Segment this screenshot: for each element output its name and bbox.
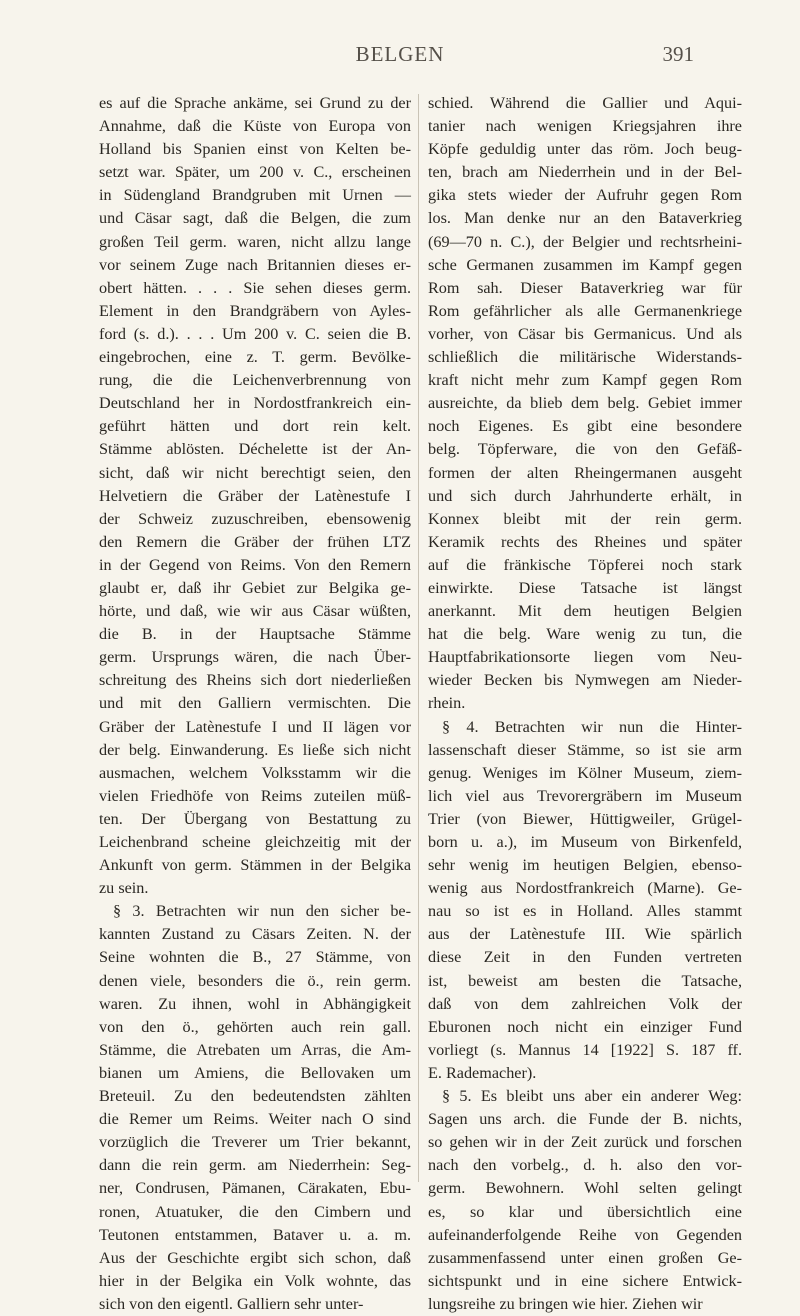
text-line: Breteuil. Zu den bedeutendsten zählten [99, 1087, 411, 1106]
text-line: so gehen wir in der Zeit zurück und forschen [428, 1133, 742, 1152]
text-line: großen Teil germ. waren, nicht allzu lange [99, 232, 411, 251]
text-line: von den ö., gehörten auch rein gall. [99, 1017, 411, 1036]
left-column [99, 92, 411, 1316]
text-line: zu sein. [99, 879, 149, 898]
text-line: vielen Friedhöfe von Reims zuteilen müß- [99, 786, 411, 805]
text-line: setzt war. Später, um 200 v. C., erscheinen [99, 163, 411, 182]
text-line: lassenschaft dieser Stämme, so ist sie arm [428, 740, 742, 759]
text-line: es auf die Sprache ankäme, sei Grund zu der [99, 94, 411, 112]
text-line: noch Eigenes. Es gibt eine besondere [428, 417, 742, 436]
text-line: wieder Becken bis Nymwegen am Nieder- [428, 671, 742, 690]
text-line: die Remer um Reims. Weiter nach O sind [99, 1110, 411, 1129]
text-line: born u. a.), im Museum von Birkenfeld, [428, 833, 742, 851]
text-line: Sagen uns arch. die Funde der B. nichts, [428, 1110, 742, 1129]
text-line: germ. Bewohnern. Wohl selten gelingt [428, 1179, 742, 1198]
text-line: Hauptfabrikationsorte liegen vom Neu- [428, 648, 742, 667]
text-line: Konnex bleibt mit der rein germ. [428, 509, 742, 528]
text-line: Deutschland her in Nordostfrankreich ein- [99, 394, 411, 413]
text-line: § 4. Betrachten wir nun die Hinter- [442, 717, 742, 736]
text-line: dann die rein germ. am Niederrhein: Seg- [99, 1156, 411, 1175]
text-line: Stämme ablösten. Déchelette ist der An- [99, 440, 411, 459]
text-line: ronen, Atuatuker, die den Cimbern und [99, 1202, 411, 1221]
text-line: in Südengland Brandgruben mit Urnen — [99, 186, 411, 205]
right-column [428, 92, 742, 1316]
text-line: der belg. Einwanderung. Es ließe sich nicht [99, 740, 411, 759]
text-line: vorher, von Cäsar bis Germanicus. Und als [428, 324, 742, 343]
text-line: sich von den eigentl. Galliern sehr unter- [99, 1294, 364, 1313]
text-line: lungsreihe zu bringen wie hier. Ziehen wir [428, 1294, 703, 1313]
text-line: sicht, daß wir nicht berechtigt seien, den [99, 463, 411, 482]
text-line: wenig aus Nordostfrankreich (Marne). Ge- [428, 879, 742, 898]
text-line: § 3. Betrachten wir nun den sicher be- [113, 902, 411, 921]
text-line: nau so ist es in Holland. Alles stammt [428, 902, 742, 921]
text-line: tanier nach wenigen Kriegsjahren ihre [428, 117, 742, 136]
column-divider [418, 94, 419, 1182]
text-line: auf die fränkische Töpferei noch stark [428, 555, 742, 574]
running-head-title: BELGEN [355, 42, 445, 66]
text-line: bianen um Amiens, die Bellovaken um [99, 1063, 411, 1082]
text-line: vor seinem Zuge nach Britannien dieses er- [99, 255, 411, 274]
text-line: germ. Ursprungs wären, die nach Über- [99, 648, 411, 667]
text-line: aufeinanderfolgende Reihe von Gegenden [428, 1225, 742, 1244]
text-line: daß von dem zahlreichen Volk der [428, 994, 742, 1013]
text-line: Holland bis Spanien einst von Kelten be- [99, 140, 411, 159]
text-line: (69—70 n. C.), der Belgier und rechtsrheini- [428, 232, 742, 251]
text-line: Stämme, die Atrebaten um Arras, die Am- [99, 1040, 411, 1059]
text-line: Trier (von Biewer, Hüttigweiler, Grügel- [428, 809, 742, 828]
text-line: kraft nicht mehr zum Kampf gegen Rom [428, 371, 742, 390]
text-line: ist, beweist am besten die Tatsache, [428, 971, 742, 990]
text-line: ten, brach am Niederrhein und in der Bel- [428, 163, 742, 182]
text-line: zusammenfassend unter einen großen Ge- [428, 1248, 742, 1267]
text-line: rung, die die Leichenverbrennung von [99, 371, 411, 390]
text-line: waren. Zu ihnen, wohl in Abhängigkeit [99, 994, 411, 1013]
running-head [0, 42, 800, 72]
text-line: einwirkte. Diese Tatsache ist längst [428, 578, 742, 597]
text-line: belg. Töpferware, die von den Gefäß- [428, 440, 742, 459]
text-line: Keramik rechts des Rheines und später [428, 532, 742, 551]
text-line: anerkannt. Mit dem heutigen Belgien [428, 602, 742, 621]
text-line: ausmachen, welchem Volksstamm wir die [99, 763, 411, 782]
text-line: Annahme, daß die Küste von Europa von [99, 117, 411, 136]
text-line: E. Rademacher). [428, 1063, 537, 1082]
text-line: Element in den Brandgräbern von Ayles- [99, 301, 411, 320]
text-line: formen der alten Rheingermanen ausgeht [428, 463, 742, 482]
text-line: Rom gefährlicher als alle Germanenkriege [428, 301, 742, 320]
text-line: eingebrochen, eine z. T. germ. Bevölke- [99, 348, 411, 367]
text-line: aus der Latènestufe III. Wie spärlich [428, 925, 742, 944]
text-line: los. Man denke nur an den Bataverkrieg [428, 209, 742, 228]
text-line: Gräber der Latènestufe I und II lägen vor [99, 717, 411, 736]
text-line: kannten Zustand zu Cäsars Zeiten. N. der [99, 925, 411, 944]
text-line: ford (s. d.). . . . Um 200 v. C. seien die B. [99, 324, 411, 343]
text-line: vorliegt (s. Mannus 14 [1922] S. 187 ff. [428, 1040, 742, 1059]
text-line: der Schweiz zuzuschreiben, ebensowenig [99, 509, 411, 528]
text-line: Helvetiern die Gräber der Latènestufe I [99, 486, 411, 505]
text-line: § 5. Es bleibt uns aber ein anderer Weg: [442, 1087, 742, 1106]
text-line: und sich durch Jahrhunderte erhält, in [428, 486, 742, 505]
text-line: ausreichte, da blieb dem belg. Gebiet immer [428, 394, 742, 413]
text-line: Teutonen entstammen, Bataver u. a. m. [99, 1225, 411, 1244]
text-line: sehr wenig im heutigen Belgien, ebenso- [428, 856, 742, 875]
text-line: Leichenbrand scheine gleichzeitig mit der [99, 833, 411, 851]
text-line: lich viel aus Trevorergräbern im Museum [428, 786, 742, 805]
text-line: Seine wohnten die B., 27 Stämme, von [99, 948, 411, 967]
text-line: Ankunft von germ. Stämmen in der Belgika [99, 856, 411, 875]
text-line: diese Zeit in den Funden vertreten [428, 948, 742, 967]
text-line: und mit den Galliern vermischten. Die [99, 694, 411, 713]
text-line: rhein. [428, 694, 466, 713]
text-line: geführt hätten und dort rein kelt. [99, 417, 411, 436]
text-line: ten. Der Übergang von Bestattung zu [99, 809, 411, 828]
text-line: vorzüglich die Treverer um Trier bekannt, [99, 1133, 411, 1152]
text-line: nach den vorbelg., d. h. also den vor- [428, 1156, 742, 1175]
text-line: es, so klar und übersichtlich eine [428, 1202, 742, 1221]
text-line: ner, Condrusen, Pämanen, Cärakaten, Ebu- [99, 1179, 411, 1198]
text-line: die B. in der Hauptsache Stämme [99, 625, 411, 644]
text-line: Rom sah. Dieser Bataverkrieg war für [428, 278, 742, 297]
text-line: genug. Weniges im Kölner Museum, ziem- [428, 763, 742, 782]
text-line: in der Gegend von Reims. Von den Remern [99, 555, 411, 574]
text-line: obert hätten. . . . Sie sehen dieses germ. [99, 278, 411, 297]
text-line: schließlich die militärische Widerstands- [428, 348, 742, 367]
text-line: den Remern die Gräber der frühen LTZ [99, 532, 411, 551]
text-line: gika stets wieder der Aufruhr gegen Rom [428, 186, 742, 205]
text-line: denen viele, besonders die ö., rein germ. [99, 971, 411, 990]
text-line: hat die belg. Ware wenig zu tun, die [428, 625, 742, 644]
text-line: Köpfe geduldig unter das röm. Joch beug- [428, 140, 742, 159]
text-line: sichtspunkt und in eine sichere Entwick- [428, 1271, 742, 1290]
text-line: Eburonen noch nicht ein einziger Fund [428, 1017, 742, 1036]
text-line: glaubt er, daß ihr Gebiet zur Belgika ge- [99, 578, 411, 597]
text-line: schied. Während die Gallier und Aqui- [428, 94, 742, 112]
text-line: Aus der Geschichte ergibt sich schon, daß [99, 1248, 411, 1267]
text-line: hörte, und daß, wie wir aus Cäsar wüßten, [99, 602, 411, 621]
text-line: hier in der Belgika ein Volk wohnte, das [99, 1271, 411, 1290]
text-line: sche Germanen zusammen im Kampf gegen [428, 255, 742, 274]
text-line: schreitung des Rheins sich dort niederließen [99, 671, 411, 690]
page-number: 391 [662, 42, 694, 66]
text-line: und Cäsar sagt, daß die Belgen, die zum [99, 209, 411, 228]
